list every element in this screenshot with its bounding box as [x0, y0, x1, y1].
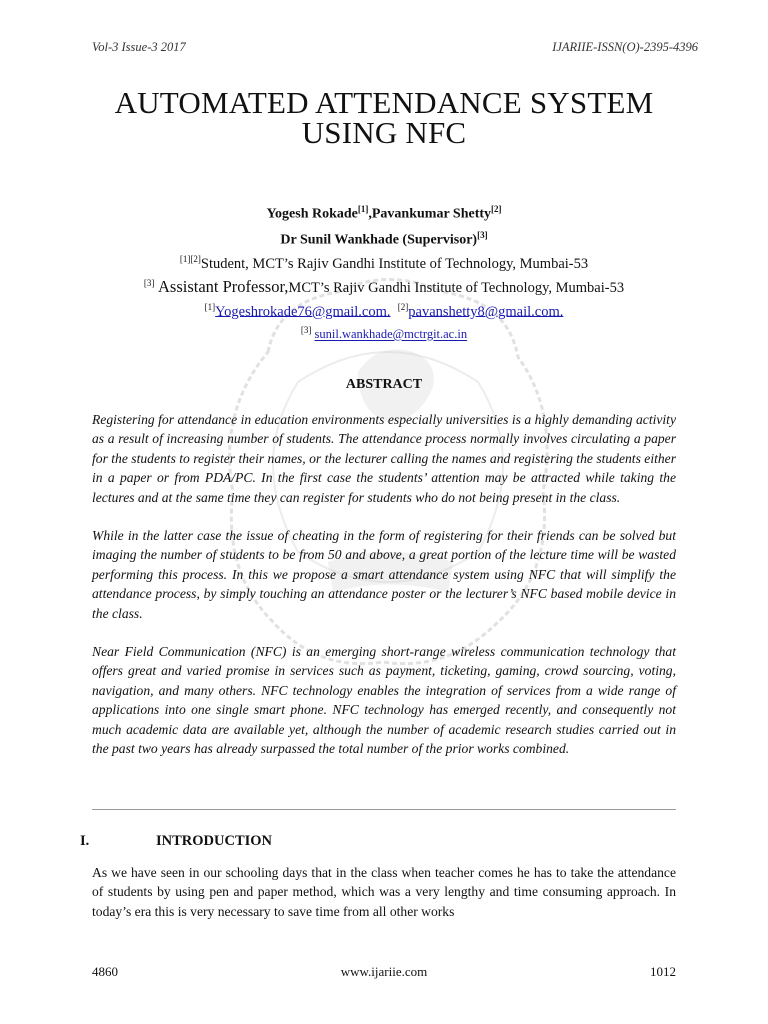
email-line [80, 298, 688, 322]
affiliation-text: Student, MCT’s Rajiv Gandhi Institute of Technology, Mumbai-53 [200, 255, 589, 272]
email-line [80, 321, 688, 344]
affiliation-line [80, 250, 688, 274]
paper-title [60, 85, 708, 150]
email-ref: [2] [397, 301, 409, 312]
author-line-2 [80, 225, 688, 251]
affiliation-text: MCT’s Rajiv Gandhi Institute of Technology, Mumbai-53 [288, 279, 625, 296]
page-number: 4860 [92, 964, 118, 979]
section-title: INTRODUCTION [156, 833, 273, 849]
journal-volume: Vol-3 Issue-3 2017 [92, 40, 186, 54]
author-list [80, 199, 688, 250]
section-number: I. [80, 833, 90, 849]
abstract-paragraph: While in the latter case the issue of cheating in the form of registering for their friends can be solved but imaging the number of students to be from 50 and above, a great portion of the lecture time will be wasted performing this process. In this we propose a smart attendance system using NFC that will simplify the attendance process, by simply touching an attendance poster or the lecturer’s NFC based mobile device in the class. [92, 528, 676, 621]
author-separator: , [368, 206, 372, 222]
title-line-2: USING NFC [301, 115, 467, 150]
issue-page-number: 1012 [650, 964, 676, 979]
author-line-1 [80, 199, 688, 225]
author-name: Dr Sunil Wankhade (Supervisor) [280, 232, 478, 248]
email-link[interactable]: Yogeshrokade76@gmail.com. [215, 303, 391, 320]
author-ref: [3] [477, 229, 488, 240]
abstract-paragraph: Near Field Communication (NFC) is an emerging short-range wireless communication technology that offers great and varied promise in services such as payment, ticketing, gaming, crowd sourcing, voting, navigation, and many others. NFC technology enables the integration of services from a wide range of applications into one single smart phone. NFC technology has emerged recently, and consequently not much academic data are available yet, although the number of academic research studies carried out in the past two years has already surpassed the total number of the prior works combined. [92, 644, 676, 757]
journal-website: www.ijariie.com [340, 964, 428, 979]
affiliation-line [80, 274, 688, 298]
author-ref: [1] [357, 204, 369, 214]
abstract-heading: ABSTRACT [345, 377, 423, 392]
journal-issn: IJARIIE-ISSN(O)-2395-4396 [552, 40, 698, 54]
affiliation-ref: [3] [143, 277, 155, 288]
affiliation-role: Assistant Professor, [158, 276, 289, 296]
author-name: Yogesh Rokade [266, 206, 358, 222]
running-header [92, 40, 698, 58]
abstract-body [92, 410, 676, 778]
page-footer [92, 964, 676, 982]
affiliation-ref: [1][2] [179, 254, 201, 264]
abstract-paragraph: Registering for attendance in education environments especially universities is a highly demanding activity as a result of increasing number of students. The attendance process normally involves circulating a paper for the students to register their names, or the lecturer calling the names and registering the students either in a paper or from PDA/PC. In the first case the students’ attention may be attracted while taking the lectures and at the same time they can register for students who do not being present in the class. [92, 412, 676, 505]
email-link[interactable]: sunil.wankhade@mctrgit.ac.in [314, 327, 468, 342]
author-name: Pavankumar Shetty [371, 206, 492, 222]
affiliations [80, 250, 688, 345]
author-ref: [2] [491, 204, 502, 214]
title-line-1: AUTOMATED ATTENDANCE SYSTEM [114, 85, 654, 120]
section-divider [92, 809, 676, 810]
body-paragraph: As we have seen in our schooling days that in the class when teacher comes he has to take the attendance of students by using pen and paper method, which was a very lengthy and time consuming approach. In today’s era this is very necessary to save time from all other works [92, 865, 676, 919]
email-ref: [1] [204, 301, 216, 312]
email-link[interactable]: pavanshetty8@gmail.com. [408, 303, 564, 320]
introduction-body [92, 863, 676, 921]
email-ref: [3] [300, 325, 312, 336]
